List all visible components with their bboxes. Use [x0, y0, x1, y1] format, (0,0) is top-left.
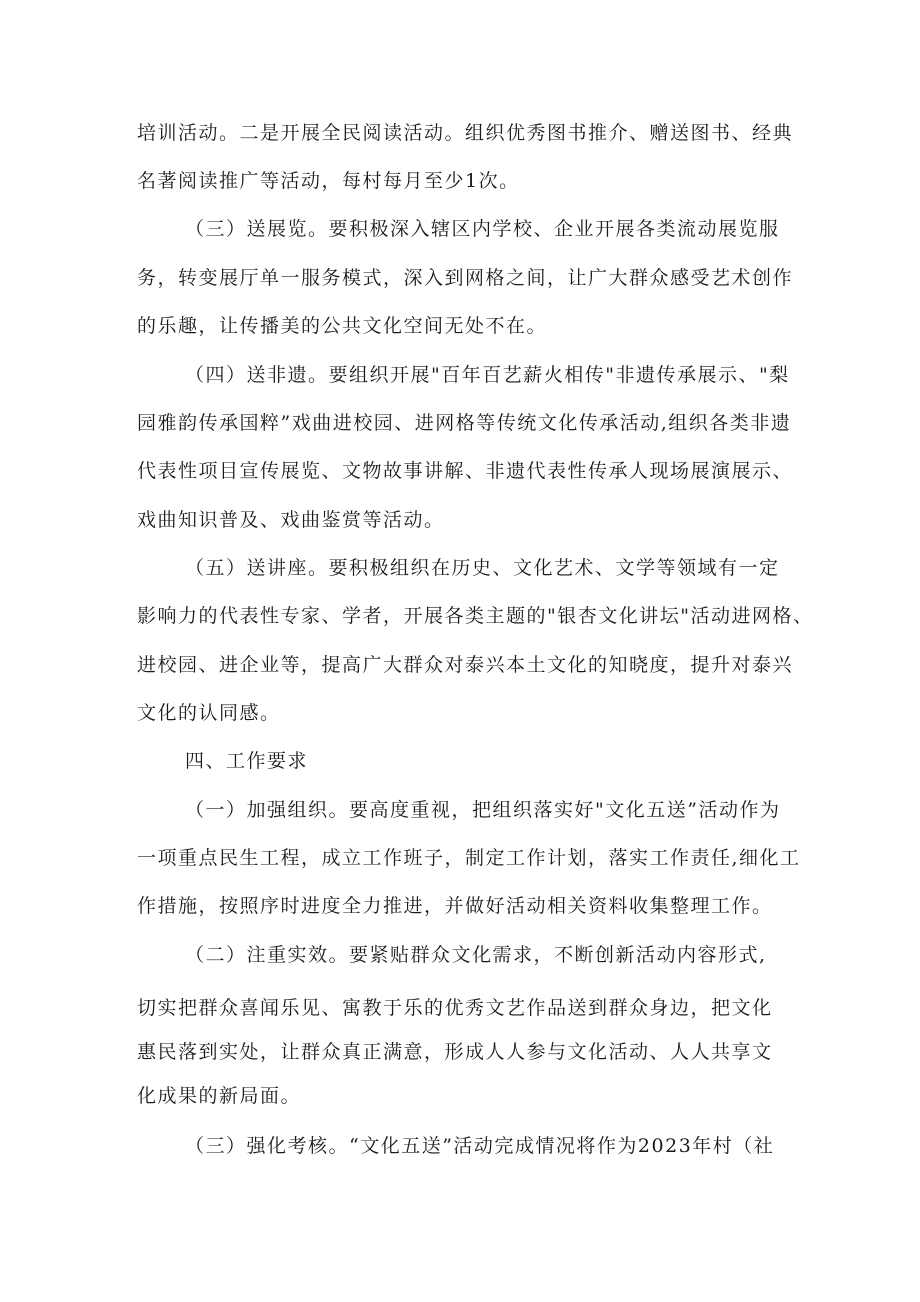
paragraph-line: 戏曲知识普及、戏曲鉴赏等活动。	[137, 509, 445, 531]
paragraph-line: （一）加强组织。要高度重视，把组织落实好"文化五送”活动作为	[185, 799, 781, 821]
paragraph-line: 惠民落到实处，让群众真正满意，形成人人参与文化活动、人人共享文	[137, 1041, 773, 1063]
paragraph-line: （三）强化考核。“文化五送”活动完成情况将作为2023年村（社	[185, 1135, 775, 1157]
paragraph-line: 务，转变展厅单一服务模式，深入到网格之间，让广大群众感受艺术创作	[137, 267, 794, 289]
paragraph-line: 进校园、进企业等，提高广大群众对泰兴本土文化的知晓度，提升对泰兴	[137, 654, 794, 676]
paragraph-line: 切实把群众喜闻乐见、寓教于乐的优秀文艺作品送到群众身边，把文化	[137, 997, 773, 1019]
paragraph-line: （五）送讲座。要积极组织在历史、文化艺术、文学等领域有一定	[185, 557, 780, 579]
paragraph-line: 名著阅读推广等活动，每村每月至少1次。	[137, 170, 520, 192]
paragraph-line: （四）送非遗。要组织开展"百年百艺薪火相传"非遗传承展示、"梨	[185, 364, 790, 386]
paragraph-line: 一项重点民生工程，成立工作班子，制定工作计划，落实工作责任,细化工	[137, 847, 801, 869]
paragraph-line: 园雅韵传承国粹”戏曲进校园、进网格等传统文化传承活动,组织各类非遗	[137, 412, 792, 434]
paragraph-line: 文化的认同感。	[137, 702, 281, 724]
paragraph-line: 化成果的新局面。	[137, 1085, 302, 1107]
paragraph-line: 作措施，按照序时进度全力推进，并做好活动相关资料收集整理工作。	[137, 895, 773, 917]
paragraph-line: （三）送展览。要积极深入辖区内学校、企业开展各类流动展览服	[185, 218, 780, 240]
paragraph-line: （二）注重实效。要紧贴群众文化需求，不断创新活动内容形式,	[185, 944, 767, 966]
paragraph-line: 代表性项目宣传展览、文物故事讲解、非遗代表性传承人现场展演展示、	[137, 460, 794, 482]
section-heading: 四、工作要求	[185, 750, 309, 772]
paragraph-line: 影响力的代表性专家、学者，开展各类主题的"银杏文化讲坛"活动进网格、	[137, 605, 814, 627]
paragraph-line: 的乐趣，让传播美的公共文化空间无处不在。	[137, 315, 548, 337]
paragraph-line: 培训活动。二是开展全民阅读活动。组织优秀图书推介、赠送图书、经典	[137, 122, 794, 144]
